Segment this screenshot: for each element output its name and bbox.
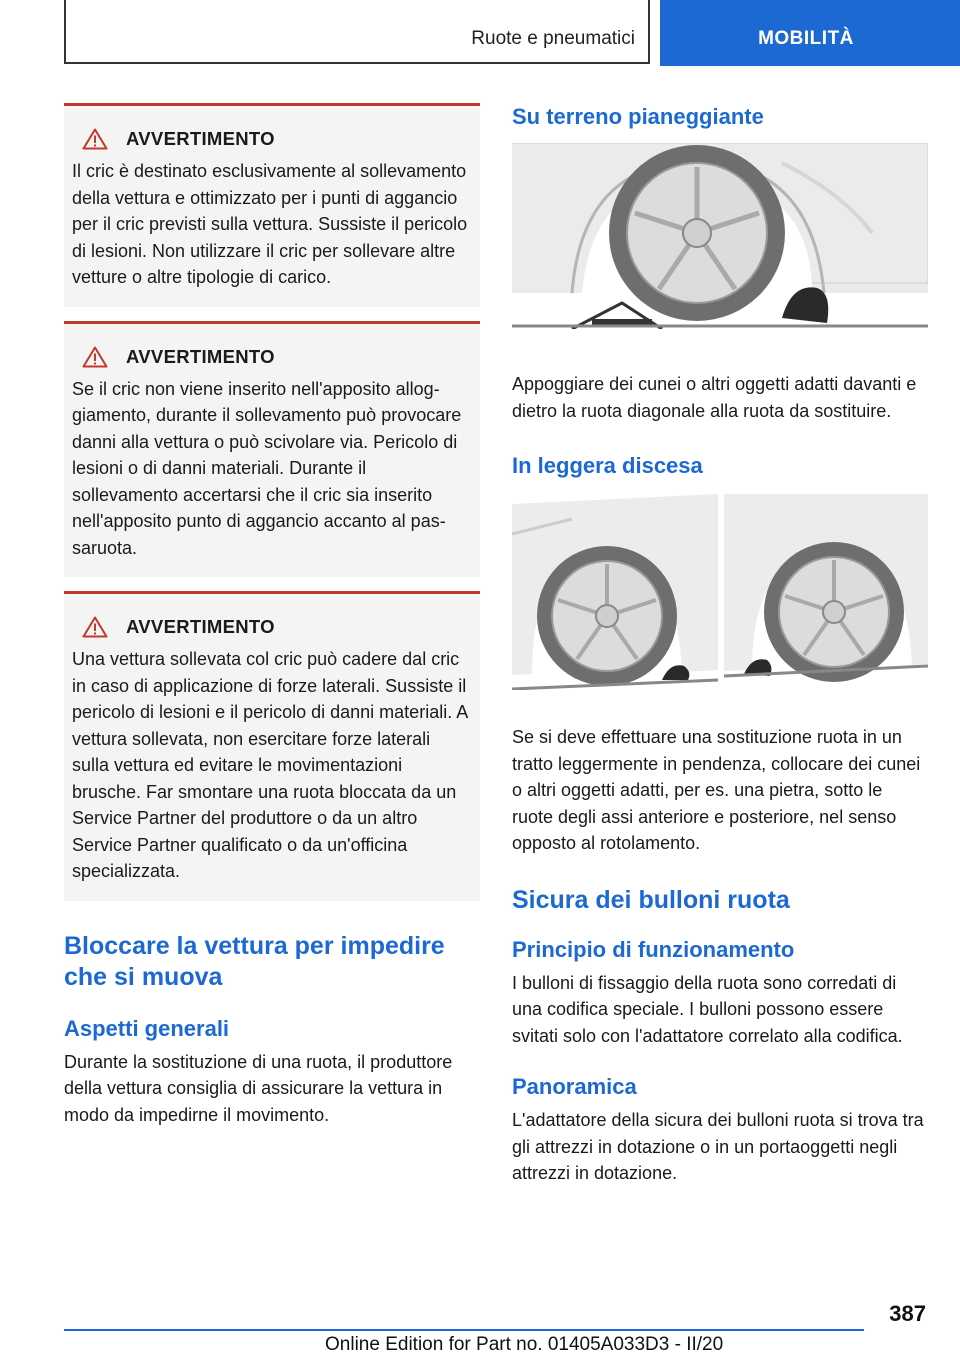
warning-header: [72, 346, 472, 368]
warning-text: Il cric è destinato esclusivamente al sollevamento della vettura e ottimizzato per i punti di aggancio per il cric previsti sulla vettura. Sussiste il pericolo di lesioni. Non utilizzare il cric per sollevare altre vetture o altre tipologie di carico.: [72, 161, 468, 287]
illustration-flat-ground: [512, 143, 928, 329]
warning-text: Una vettura sollevata col cric può cadere dal cric in caso di applicazione di forze laterali. Sussiste il pericolo di lesioni e il pericolo di danni materiali. A vettura sollevata, non esercitare forze laterali sulla vettura ed evitare le movimentazioni brusche. Far smontare una ruota bloccata da un Service Partner del produttore o da un altro Service Partner qualificato o da un'officina specializzata.: [72, 649, 468, 881]
warning-title: AVVERTIMENTO: [126, 616, 275, 637]
body-paragraph: Appoggiare dei cunei o altri oggetti adatti davanti e dietro la ruota diagonale alla ruota da sostituire.: [512, 374, 917, 421]
warning-box: [64, 103, 480, 307]
warning-box: [64, 591, 480, 901]
subsection-heading: In leggera discesa: [512, 453, 703, 478]
warning-header: [72, 128, 472, 150]
illustration-slope: [512, 494, 928, 690]
warning-header: [72, 616, 472, 638]
left-column: [64, 103, 480, 1128]
section-heading: Bloccare la vettura per impedire che si muova: [64, 931, 445, 991]
header-rule-bottom: [64, 62, 650, 64]
car-wheel-jack-illustration: [512, 143, 928, 329]
header-rule-right: [648, 0, 650, 64]
right-column: [512, 103, 928, 1187]
chapter-title: MOBILITÀ: [758, 28, 854, 49]
warning-triangle-icon: [82, 616, 108, 638]
section-title: Ruote e pneumatici: [471, 28, 635, 49]
body-paragraph: L'adattatore della sicura dei bulloni ruota si trova tra gli attrezzi in dotazione o in un portaoggetti negli attrezzi in dotazione.: [512, 1110, 924, 1183]
car-slope-illustration: [512, 494, 928, 690]
body-paragraph: Se si deve effettuare una sostituzione ruota in un tratto leggermente in pendenza, collocare dei cunei o altri oggetti adatti, per es. una pietra, sotto le ruote degli assi anteriore e posteriore, nel senso opposto al rotolamento.: [512, 727, 921, 853]
body-paragraph: Durante la sostituzione di una ruota, il produttore della vettura consiglia di assicurare la vettura in modo da impedirne il movimento.: [64, 1051, 453, 1125]
warning-box: [64, 321, 480, 578]
page-header: [0, 0, 960, 66]
section-heading: Sicura dei bulloni ruota: [512, 885, 790, 914]
page-number: 387: [889, 1301, 926, 1326]
warning-title: AVVERTIMENTO: [126, 345, 275, 367]
header-rule-left: [64, 0, 66, 64]
body-paragraph: I bulloni di fissaggio della ruota sono corredati di una codifica speciale. I bulloni possono essere svitati solo con l'adattatore correlato alla codifica.: [512, 972, 903, 1046]
warning-text: Se il cric non viene inserito nell'apposito alloggiamento, durante il sollevamento può provocare danni alla vettura o può scivolare via. Pericolo di lesioni o di danni materiali. Durante il sollevamento accertarsi che il cric sia inserito nell'apposito punto di aggancio accanto al passaruota.: [72, 378, 462, 558]
subsection-heading: Principio di funzionamento: [512, 936, 795, 962]
subsection-heading: Panoramica: [512, 1074, 637, 1099]
subsection-heading: Aspetti generali: [64, 1015, 230, 1041]
footer-rule: [64, 1329, 864, 1331]
warning-title: AVVERTIMENTO: [126, 128, 275, 149]
chapter-tab: [660, 0, 960, 66]
subsection-heading: Su terreno pianeggiante: [512, 104, 764, 129]
warning-triangle-icon: [82, 346, 108, 368]
edition-note: Online Edition for Part no. 01405A033D3 - II/20: [325, 1334, 724, 1355]
warning-triangle-icon: [82, 128, 108, 150]
